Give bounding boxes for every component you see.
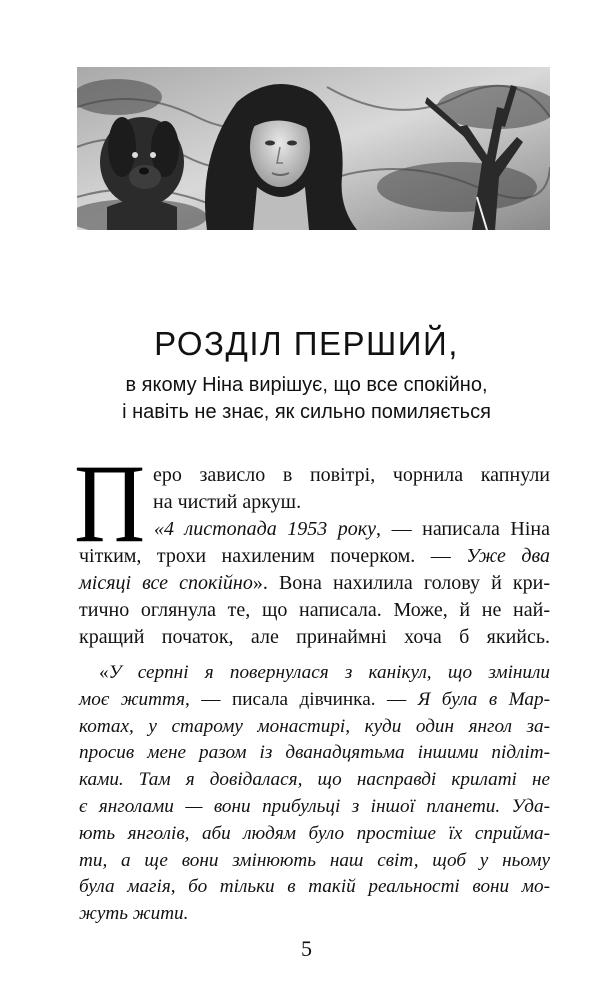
text-line [79, 543, 550, 570]
italic-text: місяці все спокійно [79, 572, 253, 594]
text-line: кращий початок, але принаймні хоча б якийсь. [79, 626, 550, 648]
plain-text: « [99, 662, 109, 683]
italic-text: моє життя [79, 688, 186, 710]
plain-text: , — написала Ніна [376, 518, 550, 540]
italic-text: «4 листопада 1953 року [154, 518, 377, 540]
text-line: є янголами — вони прибульці з іншої планети. Уда- [79, 795, 550, 817]
italic-text: Я була в Мар- [417, 688, 550, 710]
text-line: жуть жити. [79, 903, 189, 925]
text-line [79, 516, 550, 543]
paragraph-opening [153, 462, 550, 516]
text-line: ти, а ще вони змінюють наш світ, щоб у ньому [79, 849, 550, 871]
chapter-subtitle-line: і навіть не знає, як сильно помиляється [122, 401, 491, 423]
drop-cap: П [74, 442, 146, 566]
chapter-title: РОЗДІЛ ПЕРШИЙ, [154, 325, 459, 362]
text-line: ють янголів, аби людям було простіше їх сприйма- [79, 822, 550, 844]
text-line: просив мене разом із дванадцятьма іншими підліт- [79, 742, 550, 764]
page-number: 5 [301, 936, 312, 961]
chapter-illustration [77, 67, 550, 230]
plain-text: , — писала дівчинка. — [185, 688, 418, 710]
text-line: еро зависло в повітрі, чорнила капнули [153, 464, 550, 486]
text-line: ками. Там я довідалася, що насправді крилаті не [79, 769, 550, 791]
illustration-girl-dog-tree-icon [77, 67, 550, 230]
paragraph-body [79, 516, 550, 651]
text-line [79, 570, 550, 597]
plain-text: ». Вона нахилила голову й кри- [252, 572, 551, 594]
letter-paragraph [79, 660, 550, 928]
chapter-subtitle [0, 372, 613, 426]
text-line: на чистий аркуш. [153, 491, 302, 513]
italic-text: Уже два [466, 545, 550, 567]
italic-text: У серпні я повернулася з канікул, що змінили [108, 662, 550, 683]
text-line: тично оглянула те, що написала. Може, й не най- [79, 599, 550, 621]
text-line: була магія, бо тільки в такій реальності вони мо- [79, 876, 550, 898]
text-line: котах, у старому монастирі, куди один янгол за- [79, 715, 550, 737]
text-line [79, 687, 550, 714]
text-line [79, 660, 550, 687]
plain-text: чітким, трохи нахиленим почерком. — [79, 545, 467, 567]
chapter-subtitle-line: в якому Ніна вирішує, що все спокійно, [125, 374, 488, 396]
